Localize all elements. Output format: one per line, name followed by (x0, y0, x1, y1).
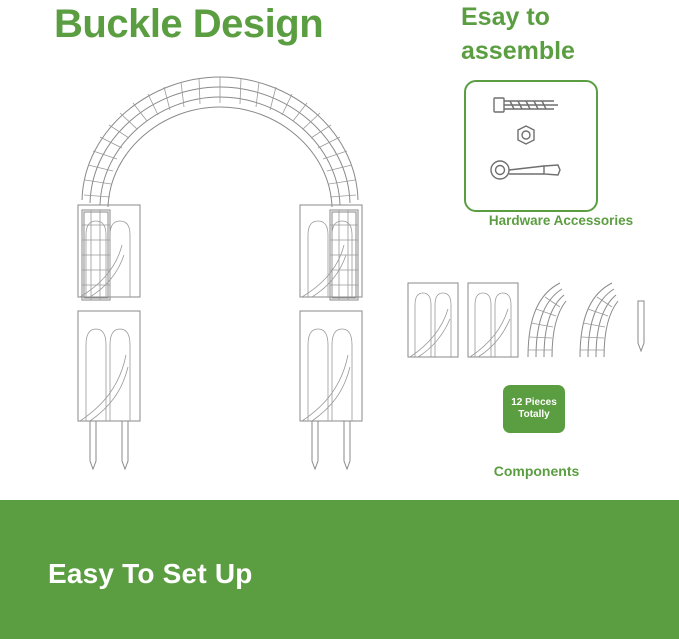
hardware-accessories-caption: Hardware Accessories (488, 213, 634, 228)
bottom-banner-text: Easy To Set Up (48, 558, 253, 589)
screw-icon (494, 98, 558, 112)
pieces-badge-line2: Totally (518, 409, 550, 420)
page-title: Buckle Design (54, 2, 324, 46)
pieces-count-badge (503, 385, 565, 433)
assemble-heading (461, 0, 661, 68)
pieces-badge-line1: 12 Pieces (511, 397, 557, 408)
assemble-heading-line2: assemble (461, 37, 575, 65)
wrench-icon (491, 161, 560, 179)
hardware-accessories-box (464, 80, 598, 212)
component-side-panel-left (408, 283, 458, 357)
component-ground-stake (638, 301, 644, 351)
components-illustration (400, 275, 660, 365)
component-side-panel-right (468, 283, 518, 357)
component-curved-top-right (580, 283, 618, 357)
component-curved-top-left (528, 283, 566, 357)
garden-arch-illustration (60, 55, 380, 475)
nut-icon (518, 126, 534, 144)
assemble-heading-line1: Esay to (461, 3, 550, 31)
components-caption: Components (493, 463, 580, 479)
